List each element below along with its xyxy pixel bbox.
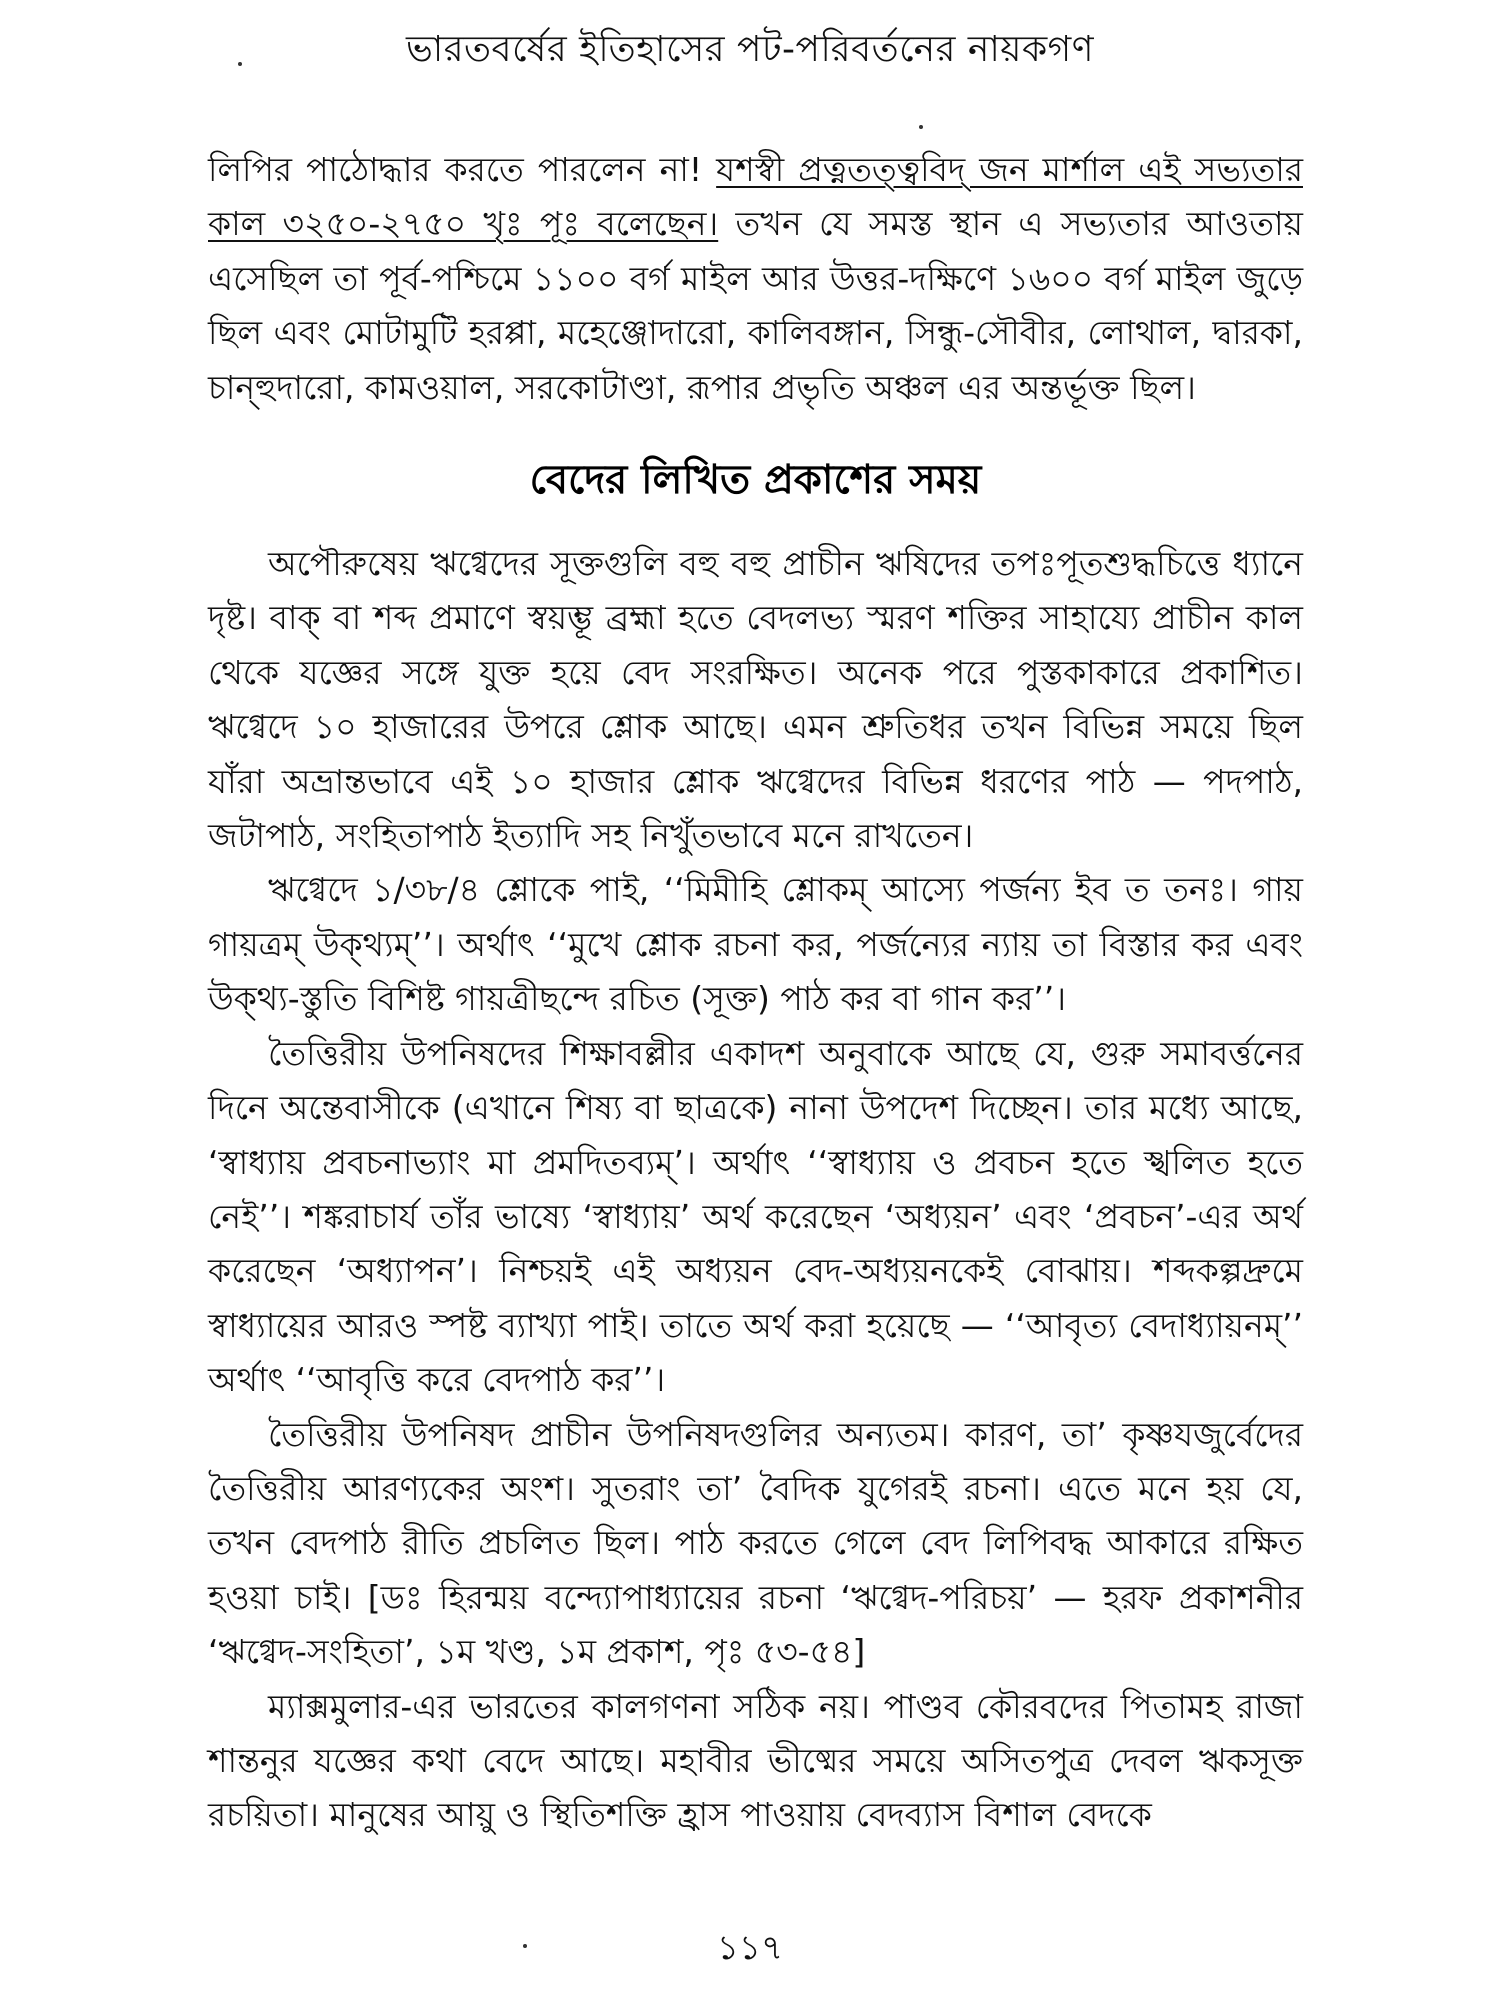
- intro-paragraph-rest: তখন যে সমস্ত স্থান এ সভ্যতার আওতায় এসেছিল তা পূর্ব-পশ্চিমে ১১০০ বর্গ মাইল আর উত্তর-দক্ষিণে ১৬০০ বর্গ মাইল জুড়ে ছিল এবং মোটামুটি হরপ্পা, মহেঞ্জোদারো, কালিবঙ্গান, সিন্ধু-সৌবীর, লোথাল, দ্বারকা, চান্‌হুদারো, কামওয়াল, সরকোটাণ্ডা, রূপার প্রভৃতি অঞ্চল এর অন্তর্ভূক্ত ছিল।: [208, 204, 1303, 407]
- section-paragraph-3: তৈত্তিরীয় উপনিষদের শিক্ষাবল্লীর একাদশ অনুবাকে আছে যে, গুরু সমাবর্ত্তনের দিনে অন্তেবাসীকে (এখানে শিষ্য বা ছাত্রকে) নানা উপদেশ দিচ্ছেন। তার মধ্যে আছে, ‘স্বাধ্যায় প্রবচনাভ্যাং মা প্রমদিতব্যম্’। অর্থাৎ ‘‘স্বাধ্যায় ও প্রবচন হতে স্খলিত হতে নেই’’। শঙ্করাচার্য তাঁর ভাষ্যে ‘স্বাধ্যায়’ অর্থ করেছেন ‘অধ্যয়ন’ এবং ‘প্রবচন’-এর অর্থ করেছেন ‘অধ্যাপন’। নিশ্চয়ই এই অধ্যয়ন বেদ-অধ্যয়নকেই বোঝায়। শব্দকল্পদ্রুমে স্বাধ্যায়ের আরও স্পষ্ট ব্যাখ্যা পাই। তাতে অর্থ করা হয়েছে — ‘‘আবৃত্য বেদাধ্যায়নম্’’ অর্থাৎ ‘‘আবৃত্তি করে বেদপাঠ কর’’।: [208, 1033, 1303, 1400]
- section-heading: বেদের লিখিত প্রকাশের সময়: [529, 457, 982, 504]
- section-paragraph-4: তৈত্তিরীয় উপনিষদ প্রাচীন উপনিষদগুলির অন্যতম। কারণ, তা’ কৃষ্ণযজুর্বেদের তৈত্তিরীয় আরণ্যকের অংশ। সুতরাং তা’ বৈদিক যুগেরই রচনা। এতে মনে হয় যে, তখন বেদপাঠ রীতি প্রচলিত ছিল। পাঠ করতে গেলে বেদ লিপিবদ্ধ আকারে রক্ষিত হওয়া চাই। [ডঃ হিরন্ময় বন্দ্যোপাধ্যায়ের রচনা ‘ঋগ্বেদ-পরিচয়’ — হরফ প্রকাশনীর ‘ঋগ্বেদ-সংহিতা’, ১ম খণ্ড, ১ম প্রকাশ, পৃঃ ৫৩-৫৪]: [208, 1414, 1303, 1672]
- intro-paragraph: [208, 143, 1303, 415]
- page-number: ১১৭: [716, 1928, 784, 1968]
- section-paragraph-1: অপৌরুষেয় ঋগ্বেদের সূক্তগুলি বহু বহু প্রাচীন ঋষিদের তপঃপূতশুদ্ধচিত্তে ধ্যানে দৃষ্ট। বাক্ বা শব্দ প্রমাণে স্বয়ম্ভূ ব্রহ্মা হতে বেদলভ্য স্মরণ শক্তির সাহায্যে প্রাচীন কাল থেকে যজ্ঞের সঙ্গে যুক্ত হয়ে বেদ সংরক্ষিত। অনেক পরে পুস্তকাকারে প্রকাশিত। ঋগ্বেদে ১০ হাজারের উপরে শ্লোক আছে। এমন শ্রুতিধর তখন বিভিন্ন সময়ে ছিল যাঁরা অভ্রান্তভাবে এই ১০ হাজার শ্লোক ঋগ্বেদের বিভিন্ন ধরণের পাঠ — পদপাঠ, জটাপাঠ, সংহিতাপাঠ ইত্যাদি সহ নিখুঁতভাবে মনে রাখতেন।: [208, 544, 1303, 856]
- section-paragraph-2: ঋগ্বেদে ১/৩৮/৪ শ্লোকে পাই, ‘‘মিমীহি শ্লোকম্ আস্যে পর্জন্য ইব ত তনঃ। গায় গায়ত্রম্ উক্থ্যম্’’। অর্থাৎ ‘‘মুখে শ্লোক রচনা কর, পর্জন্যের ন্যায় তা বিস্তার কর এবং উক্থ্য-স্তুতি বিশিষ্ট গায়ত্রীছন্দে রচিত (সূক্ত) পাঠ কর বা গান কর’’।: [208, 870, 1303, 1019]
- intro-paragraph-underlined-citation: যশস্বী প্রত্নতত্ত্ববিদ্ জন মার্শাল এই সভ্যতার কাল ৩২৫০-২৭৫০ খৃঃ পূঃ বলেছেন।: [208, 150, 1303, 244]
- section-paragraph-5: ম্যাক্সমুলার-এর ভারতের কালগণনা সঠিক নয়। পাণ্ডব কৌরবদের পিতামহ রাজা শান্তনুর যজ্ঞের কথা বেদে আছে। মহাবীর ভীষ্মের সময়ে অসিতপুত্র দেবল ঋকসূক্ত রচয়িতা। মানুষের আয়ু ও স্থিতিশক্তি হ্রাস পাওয়ায় বেদব্যাস বিশাল বেদকে: [208, 1686, 1303, 1835]
- intro-paragraph-lead: লিপির পাঠোদ্ধার করতে পারলেন না!: [208, 150, 717, 189]
- page-body: [208, 143, 1303, 1843]
- print-speck: [919, 125, 923, 129]
- print-speck: [238, 62, 242, 66]
- running-header-title: ভারতবর্ষের ইতিহাসের পট-পরিবর্তনের নায়কগণ: [405, 29, 1095, 70]
